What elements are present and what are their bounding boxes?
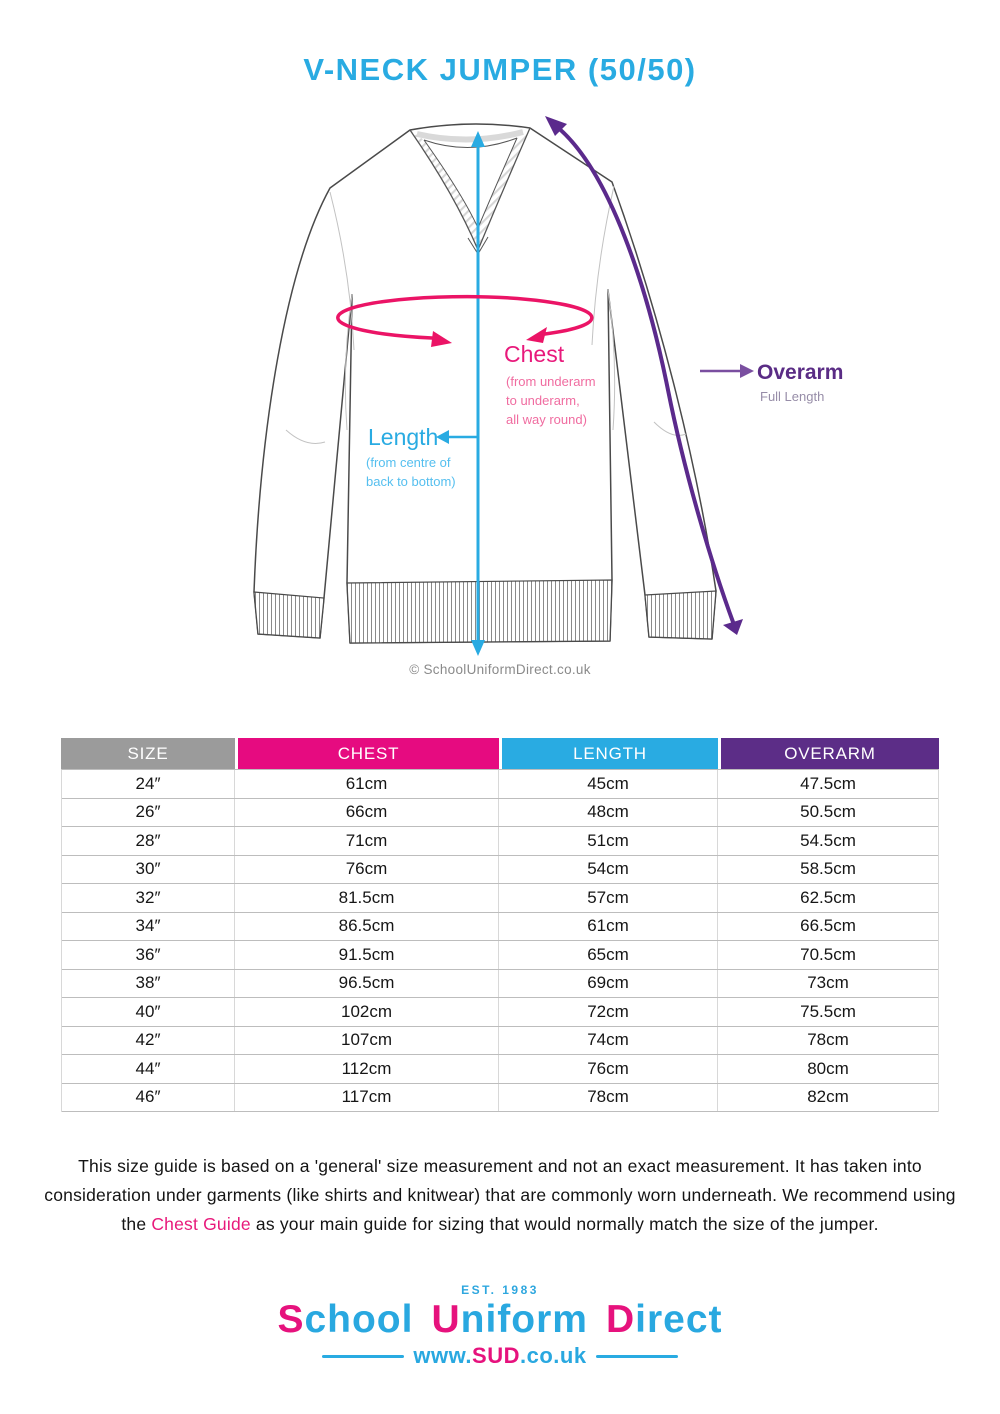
chest-cell: 117cm xyxy=(234,1084,498,1112)
logo-url-row xyxy=(0,1343,1000,1369)
table-body xyxy=(61,769,939,1112)
length-cell: 45cm xyxy=(498,770,717,798)
chest-cell: 71cm xyxy=(234,827,498,855)
chest-cell: 112cm xyxy=(234,1055,498,1083)
chest-cell: 86.5cm xyxy=(234,913,498,941)
overarm-cell: 70.5cm xyxy=(717,941,938,969)
url-sud[interactable]: SUD xyxy=(472,1343,520,1368)
dash-line-left xyxy=(322,1355,404,1358)
dash-line-right xyxy=(596,1355,678,1358)
length-cell: 61cm xyxy=(498,913,717,941)
length-label: Length xyxy=(368,424,439,450)
overarm-cell: 50.5cm xyxy=(717,799,938,827)
size-cell: 46″ xyxy=(135,1087,161,1107)
table-row xyxy=(62,998,938,1027)
length-cell: 48cm xyxy=(498,799,717,827)
table-header-row xyxy=(61,738,939,769)
size-cell: 44″ xyxy=(135,1058,161,1078)
page-title: V-NECK JUMPER (50/50) xyxy=(303,52,697,87)
chest-guide-link[interactable]: Chest Guide xyxy=(151,1214,251,1234)
chest-cell: 91.5cm xyxy=(234,941,498,969)
header-size: SIZE xyxy=(61,738,235,769)
overarm-cell: 58.5cm xyxy=(717,856,938,884)
jumper-outline xyxy=(254,124,716,643)
logo-letter: D xyxy=(605,1298,636,1341)
table-row xyxy=(62,913,938,942)
logo-url-link[interactable] xyxy=(413,1343,586,1369)
size-cell: 38″ xyxy=(135,973,161,993)
length-sub-line1: (from centre of xyxy=(366,455,451,470)
size-cell: 26″ xyxy=(135,802,161,822)
left-cuff-rib xyxy=(254,592,324,638)
length-cell: 54cm xyxy=(498,856,717,884)
length-cell: 57cm xyxy=(498,884,717,912)
header-overarm: OVERARM xyxy=(718,738,939,769)
jumper-diagram xyxy=(230,100,844,675)
url-couk[interactable]: .co.uk xyxy=(520,1343,587,1368)
table-row xyxy=(62,1027,938,1056)
logo-letter: U xyxy=(431,1298,461,1341)
chest-cell: 66cm xyxy=(234,799,498,827)
logo-est-text: EST. 1983 xyxy=(461,1283,539,1297)
overarm-sublabel: Full Length xyxy=(760,389,825,404)
overarm-cell: 47.5cm xyxy=(717,770,938,798)
brand-logo xyxy=(0,1283,1000,1369)
size-cell: 24″ xyxy=(135,773,161,793)
chest-cell: 81.5cm xyxy=(234,884,498,912)
logo-word: niform xyxy=(460,1298,588,1341)
chest-sub-line2: to underarm, xyxy=(506,393,580,408)
chest-sublabel xyxy=(506,372,596,429)
overarm-cell: 66.5cm xyxy=(717,913,938,941)
length-cell: 74cm xyxy=(498,1027,717,1055)
table-row xyxy=(62,970,938,999)
size-cell: 28″ xyxy=(135,830,161,850)
size-cell: 34″ xyxy=(135,916,161,936)
table-row xyxy=(62,1084,938,1113)
note-text-part2: as your main guide for sizing that would normally match the size of the jumper. xyxy=(250,1214,879,1234)
length-cell: 69cm xyxy=(498,970,717,998)
size-cell: 36″ xyxy=(135,944,161,964)
chest-cell: 107cm xyxy=(234,1027,498,1055)
size-table xyxy=(61,738,939,1112)
header-chest: CHEST xyxy=(235,738,499,769)
chest-cell: 96.5cm xyxy=(234,970,498,998)
overarm-label: Overarm xyxy=(757,361,844,384)
chest-cell: 102cm xyxy=(234,998,498,1026)
length-cell: 65cm xyxy=(498,941,717,969)
chest-label: Chest xyxy=(504,341,565,367)
note-text-part1: This size guide is based on a 'general' size measurement and not an exact measurement. It has taken into consideration under garments (like shirts and knitwear) that are commonly worn underneath. We recommend using the xyxy=(44,1156,956,1234)
copyright-line: © SchoolUniformDirect.co.uk xyxy=(409,662,591,677)
size-cell: 30″ xyxy=(135,859,161,879)
table-row xyxy=(62,1055,938,1084)
chest-sub-line3: all way round) xyxy=(506,412,587,427)
chest-cell: 61cm xyxy=(234,770,498,798)
overarm-cell: 80cm xyxy=(717,1055,938,1083)
table-row xyxy=(62,770,938,799)
logo-letter: S xyxy=(277,1298,305,1341)
length-cell: 76cm xyxy=(498,1055,717,1083)
length-arrow-down-icon xyxy=(471,640,485,656)
url-www[interactable]: www. xyxy=(413,1343,473,1368)
length-cell: 72cm xyxy=(498,998,717,1026)
size-cell: 40″ xyxy=(135,1001,161,1021)
size-cell: 32″ xyxy=(135,887,161,907)
length-cell: 51cm xyxy=(498,827,717,855)
length-sub-line2: back to bottom) xyxy=(366,474,456,489)
overarm-cell: 62.5cm xyxy=(717,884,938,912)
chest-sub-line1: (from underarm xyxy=(506,374,596,389)
table-row xyxy=(62,856,938,885)
overarm-cell: 82cm xyxy=(717,1084,938,1112)
overarm-label-arrow-icon xyxy=(740,364,754,378)
table-row xyxy=(62,827,938,856)
length-cell: 78cm xyxy=(498,1084,717,1112)
table-row xyxy=(62,884,938,913)
size-guide-note xyxy=(30,1152,970,1239)
logo-word: chool xyxy=(304,1298,414,1341)
header-length: LENGTH xyxy=(499,738,718,769)
overarm-cell: 75.5cm xyxy=(717,998,938,1026)
overarm-cell: 78cm xyxy=(717,1027,938,1055)
chest-cell: 76cm xyxy=(234,856,498,884)
right-cuff-rib xyxy=(645,591,716,639)
table-row xyxy=(62,799,938,828)
logo-wordmark xyxy=(0,1298,1000,1342)
overarm-cell: 73cm xyxy=(717,970,938,998)
overarm-cell: 54.5cm xyxy=(717,827,938,855)
length-sublabel xyxy=(366,453,456,491)
table-row xyxy=(62,941,938,970)
size-cell: 42″ xyxy=(135,1030,161,1050)
logo-word: irect xyxy=(635,1298,723,1341)
